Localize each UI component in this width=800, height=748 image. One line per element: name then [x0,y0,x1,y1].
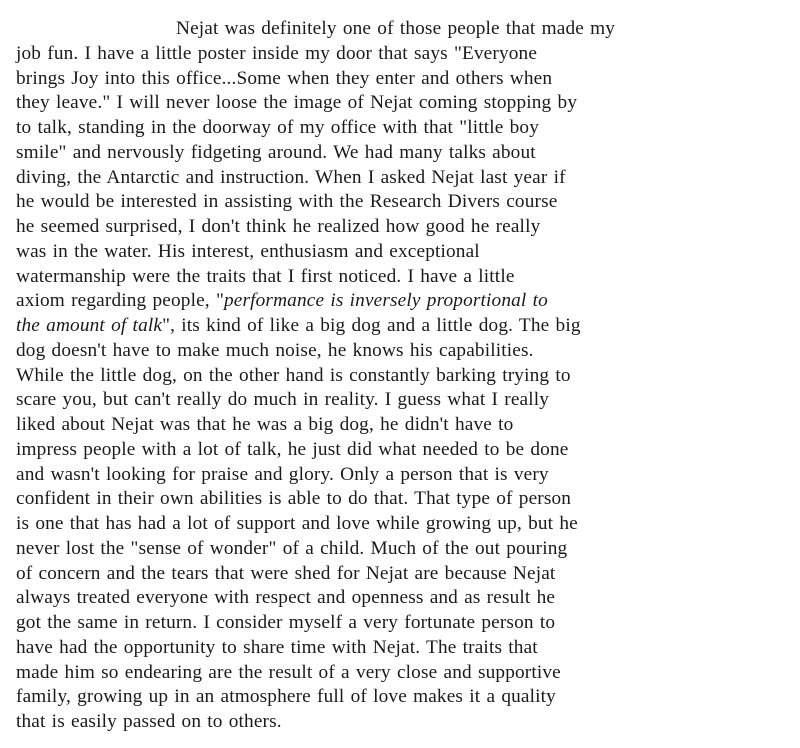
text-line: is one that has had a lot of support and love while growing up, but he [16,513,578,534]
text-line: he seemed surprised, I don't think he realized how good he really [16,216,541,237]
text-line: Nejat was definitely one of those people that made my [176,18,616,39]
text-line: of concern and the tears that were shed for Nejat are because Nejat [16,562,556,584]
text-line: brings Joy into this office...Some when they enter and others when [16,67,553,89]
text-line: liked about Nejat was that he was a big dog, he didn't have to [16,414,514,435]
text-line: confident in their own abilities is able to do that. That type of person [16,488,572,510]
text-line: never lost the "sense of wonder" of a child. Much of the out pouring [16,537,568,559]
body-paragraph [16,17,796,735]
text-line: family, growing up in an atmosphere full of love makes it a quality [16,686,556,708]
text-line: always treated everyone with respect and openness and as result he [16,587,556,609]
text-line: was in the water. His interest, enthusiasm and exceptional [16,240,480,262]
text-line: that is easily passed on to others. [16,711,282,732]
text-line: to talk, standing in the doorway of my office with that "little boy [16,117,540,138]
italic-quote: the amount of talk [16,315,163,336]
text-segment: axiom regarding people, [16,290,216,312]
text-line: scare you, but can't really do much in reality. I guess what I really [16,389,550,411]
text-line: got the same in return. I consider myself a very fortunate person to [16,612,556,633]
italic-quote: performance is inversely proportional to [223,290,548,312]
text-line: they leave." I will never loose the image of Nejat coming stopping by [16,92,578,114]
text-line: impress people with a lot of talk, he just did what needed to be done [16,438,569,460]
text-line: made him so endearing are the result of a very close and supportive [16,661,561,683]
text-line: axiom regarding people, "performance is inversely proportional to [16,290,548,312]
text-line: job fun. I have a little poster inside my door that says "Everyone [16,42,538,64]
text-line: dog doesn't have to make much noise, he knows his capabilities. [16,339,534,361]
text-line: While the little dog, on the other hand is constantly barking trying to [16,364,571,386]
text-line [16,314,796,339]
text-line: have had the opportunity to share time with Nejat. The traits that [16,636,538,658]
text-line: smile" and nervously fidgeting around. We had many talks about [16,141,536,163]
text-segment: ", its kind of like a big dog and a little dog. The big [162,315,581,336]
text-line: watermanship were the traits that I first noticed. I have a little [16,265,515,287]
text-line: and wasn't looking for praise and glory. Only a person that is very [16,463,549,485]
text-line: diving, the Antarctic and instruction. When I asked Nejat last year if [16,166,566,188]
text-line: he would be interested in assisting with the Research Divers course [16,191,558,213]
